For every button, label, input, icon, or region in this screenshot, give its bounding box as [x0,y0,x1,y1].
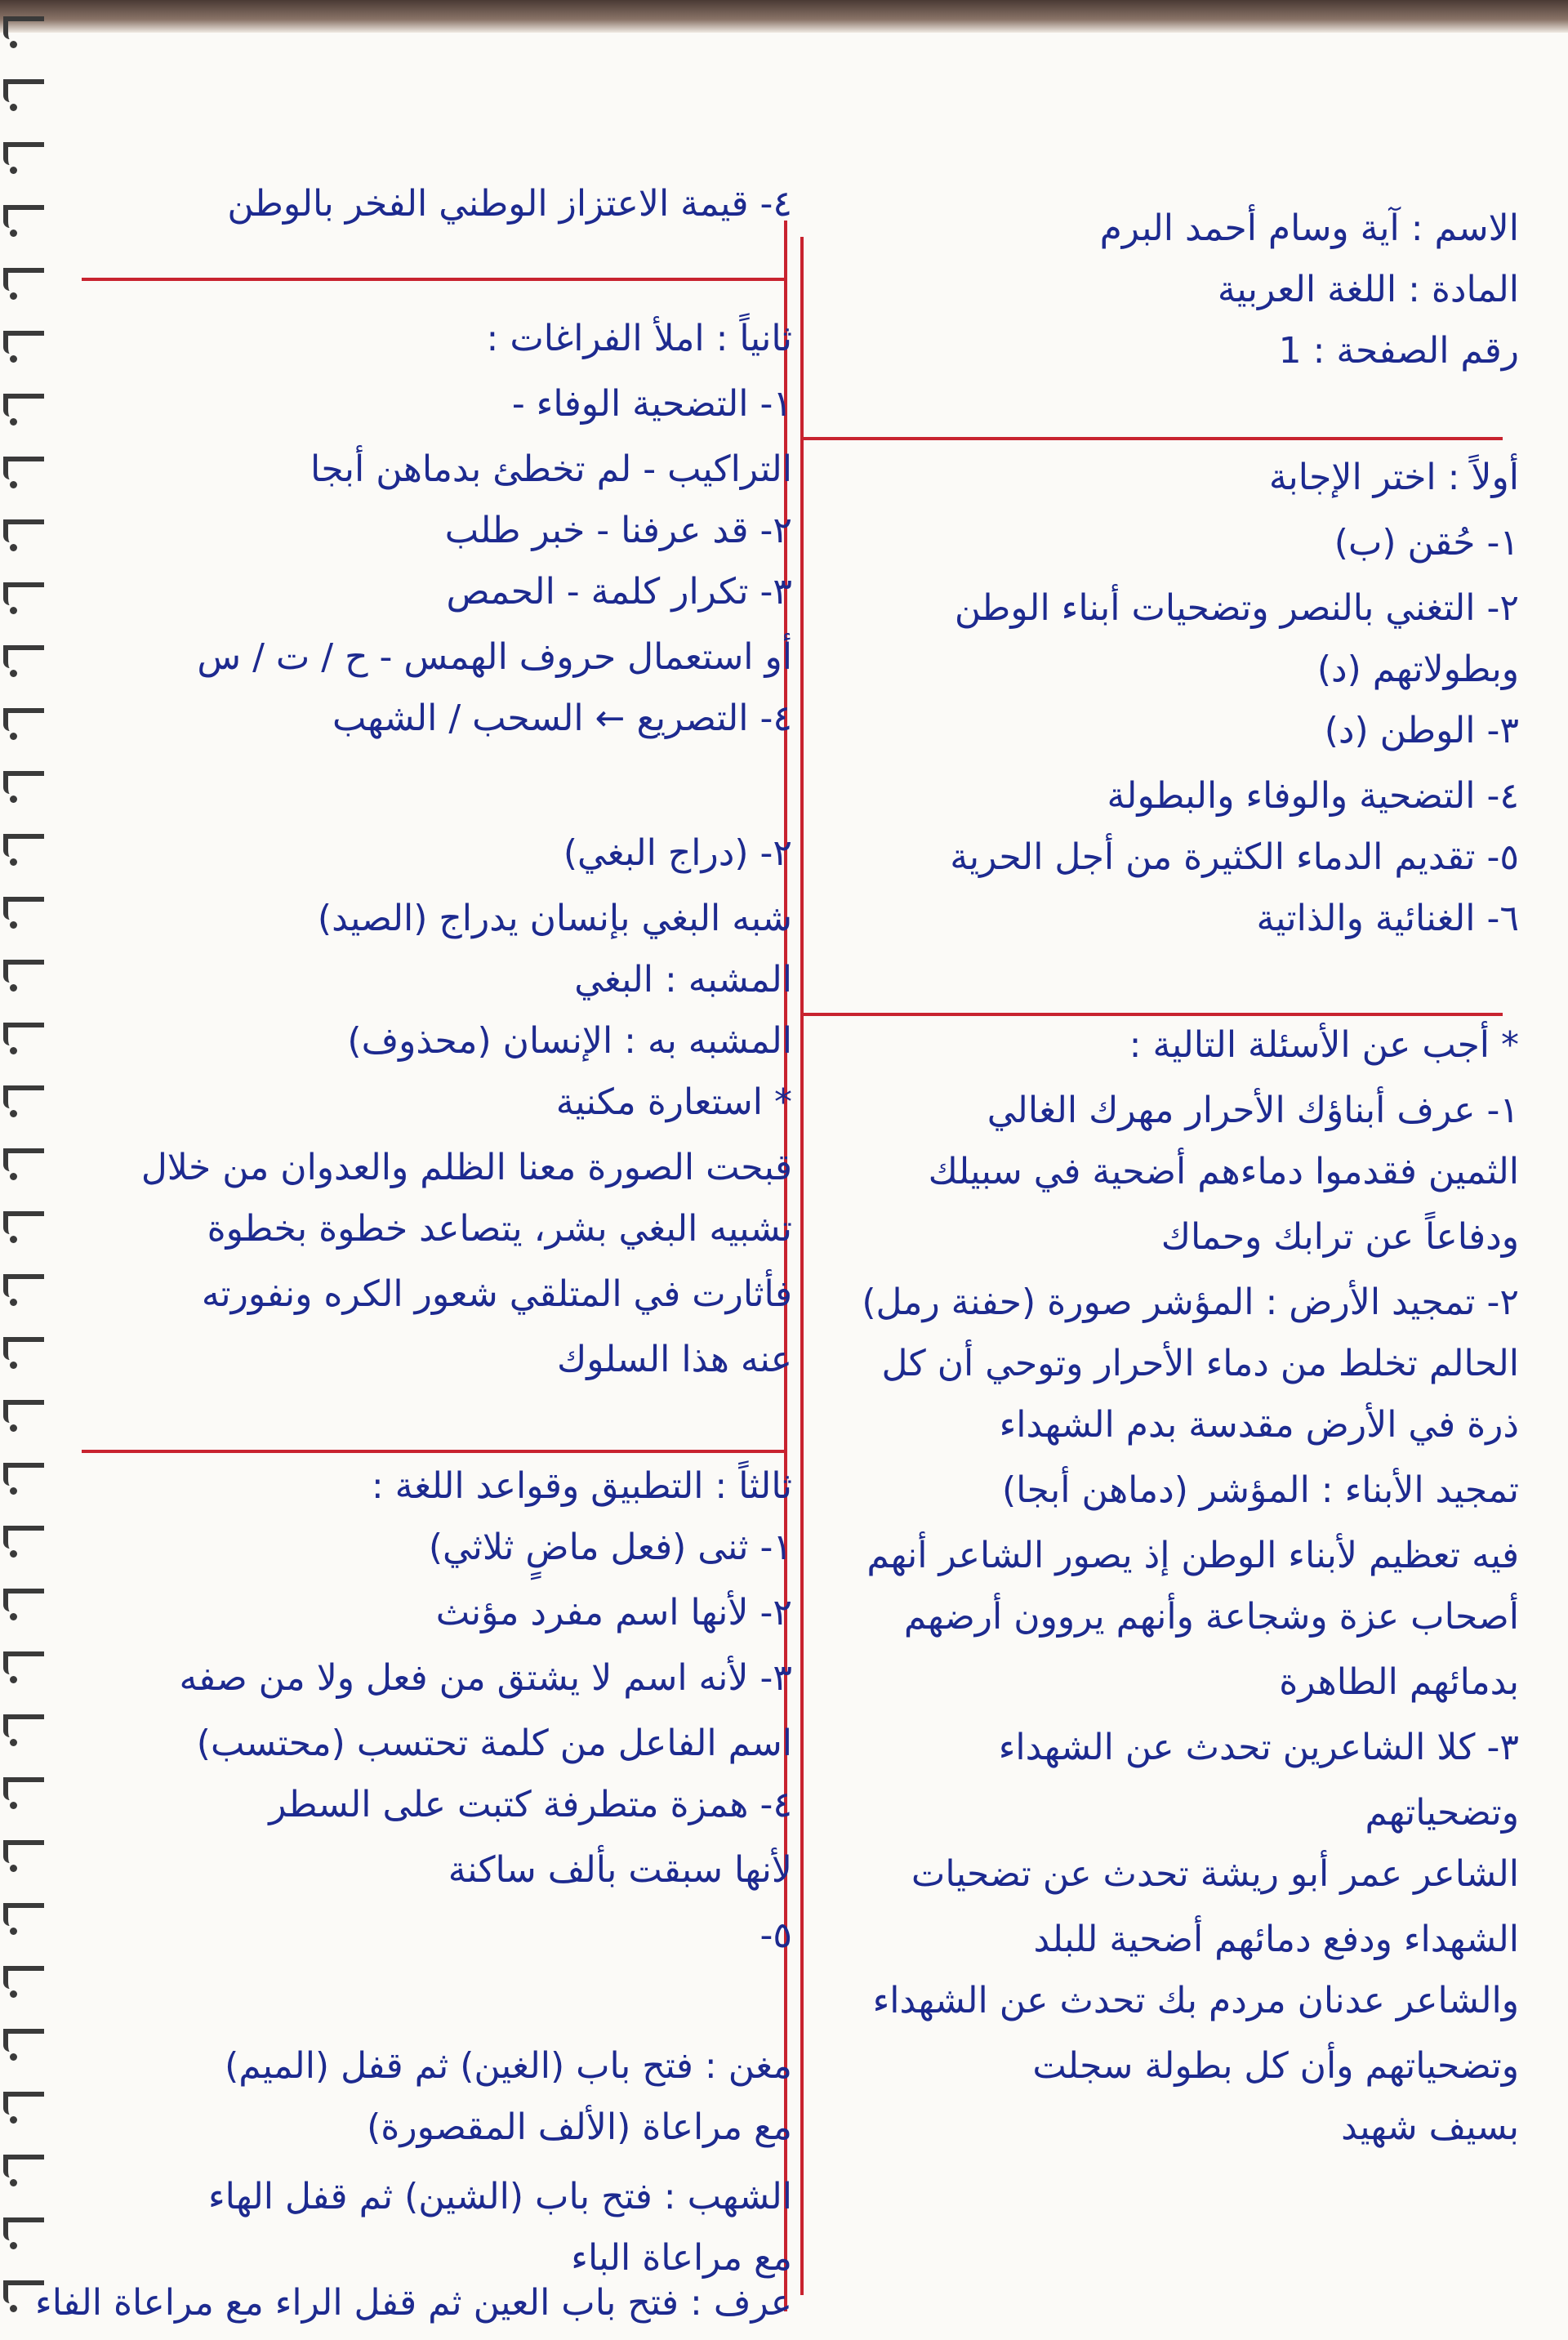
spiral-hole [10,2179,17,2186]
spiral-ring [3,1526,44,1549]
spiral-hole [10,1236,17,1243]
handwritten-line: ٢- التغني بالنصر وتضحيات أبناء الوطن [954,587,1519,629]
spiral-hole [10,1047,17,1054]
handwritten-line: بدمائهم الطاهرة [1279,1661,1519,1703]
handwritten-line: أولاً : اختر الإجابة [1268,457,1519,498]
handwritten-line: فيه تعظيم لأبناء الوطن إذ يصور الشاعر أنهم [866,1535,1519,1576]
handwritten-line: ودفاعاً عن ترابك وحماك [1160,1216,1519,1258]
spiral-ring [3,1274,44,1297]
handwritten-line: ٥- تقديم الدماء الكثيرة من أجل الحرية [950,836,1519,878]
spiral-hole [10,796,17,803]
spiral-hole [10,292,17,300]
left-rule-2 [82,1450,784,1453]
spiral-ring [3,1148,44,1171]
spiral-ring [3,1085,44,1108]
handwritten-line: ١- حُقن (ب) [1334,522,1519,564]
handwritten-line: مع مراعاة (الألف المقصورة) [367,2106,792,2148]
spiral-ring [3,960,44,983]
handwritten-line: شبه البغي بإنسان يدراج (الصيد) [317,898,792,939]
column-divider-2 [800,237,804,2295]
handwritten-line: رقم الصفحة : 1 [1278,330,1519,372]
spiral-ring [3,2155,44,2177]
right-rule-2 [800,1013,1503,1016]
spiral-hole [10,670,17,677]
spiral-ring [3,519,44,542]
spiral-hole [10,1676,17,1683]
handwritten-line: ١- التضحية الوفاء - [511,383,792,425]
handwritten-line: ٤- قيمة الاعتزاز الوطني الفخر بالوطن [227,183,792,225]
handwritten-line: قبحت الصورة معنا الظلم والعدوان من خلال [140,1147,792,1188]
spiral-hole [10,2053,17,2061]
spiral-ring [3,1589,44,1611]
spiral-hole [10,1990,17,1998]
handwritten-line: لأنها سبقت بألف ساكنة [448,1849,792,1891]
handwritten-line: الشهب : فتح باب (الشين) ثم قفل الهاء [207,2176,792,2217]
spiral-ring [3,1903,44,1926]
handwritten-line: وتضحياتهم [1365,1792,1519,1834]
handwritten-line: ٤- التصريع ← السحب / الشهب [332,698,792,739]
handwritten-line: أصحاب عزة وشجاعة وأنهم يروون أرضهم [903,1596,1519,1638]
handwritten-line: ٢- قد عرفنا - خبر طلب [444,510,792,551]
spiral-hole [10,1802,17,1809]
spiral-hole [10,1110,17,1117]
spiral-hole [10,1487,17,1495]
spiral-ring [3,582,44,605]
spiral-hole [10,1424,17,1432]
notebook-spiral [0,0,57,2340]
spiral-ring [3,1463,44,1486]
spiral-hole [10,167,17,174]
handwritten-line: ١- ثنى (فعل ماضٍ ثلاثي) [428,1527,792,1568]
handwritten-line: المشبه : البغي [574,959,792,1001]
handwritten-line: تمجيد الأبناء : المؤشر (دماهن أبجا) [1002,1469,1519,1511]
spiral-hole [10,1299,17,1306]
spiral-hole [10,858,17,866]
spiral-ring [3,79,44,102]
spiral-hole [10,921,17,929]
spiral-hole [10,41,17,48]
spiral-hole [10,1613,17,1620]
handwritten-line: ٢- (دراج البغي) [563,832,792,874]
spiral-ring [3,897,44,920]
handwritten-line: عرف : فتح باب العين ثم قفل الراء مع مراعاة الفاء [35,2282,792,2324]
photo-top-edge [0,0,1568,33]
spiral-ring [3,268,44,291]
spiral-ring [3,834,44,857]
handwritten-line: المادة : اللغة العربية [1217,269,1519,310]
right-rule-1 [800,437,1503,440]
handwritten-line: الشاعر عمر أبو ريشة تحدث عن تضحيات [911,1853,1519,1895]
handwritten-line: فأثارت في المتلقي شعور الكره ونفورته [201,1273,792,1315]
spiral-ring [3,457,44,479]
spiral-ring [3,1777,44,1800]
spiral-ring [3,142,44,165]
handwritten-line: ٣- تكرار كلمة - الحمص [446,571,792,613]
handwritten-line: ذرة في الأرض مقدسة بدم الشهداء [999,1404,1519,1446]
handwritten-line: التراكيب - لم تخطئ بدماهن أبجا [310,448,792,490]
spiral-ring [3,1023,44,1045]
handwritten-line: ٤- التضحية والوفاء والبطولة [1107,775,1519,817]
spiral-hole [10,1739,17,1746]
handwritten-line: ٢- لأنها اسم مفرد مؤنث [435,1592,792,1634]
spiral-ring [3,2029,44,2052]
spiral-hole [10,1928,17,1935]
spiral-ring [3,16,44,39]
spiral-ring [3,1211,44,1234]
spiral-ring [3,1337,44,1360]
spiral-ring [3,2217,44,2240]
handwritten-line: وبطولاتهم (د) [1316,649,1519,690]
handwritten-line: وتضحياتهم وأن كل بطولة سجلت [1032,2045,1519,2087]
spiral-hole [10,984,17,992]
handwritten-line: ٣- كلا الشاعرين تحدث عن الشهداء [998,1727,1519,1768]
spiral-hole [10,733,17,740]
handwritten-line: * أجب عن الأسئلة التالية : [1129,1024,1519,1066]
handwritten-line: ٥- [760,1914,792,1956]
spiral-ring [3,1966,44,1989]
spiral-ring [3,708,44,731]
spiral-hole [10,2242,17,2249]
spiral-hole [10,481,17,488]
spiral-ring [3,771,44,794]
handwritten-line: ٣- الوطن (د) [1324,710,1519,751]
spiral-hole [10,1362,17,1369]
handwritten-line: تشبيه البغي بشر، يتصاعد خطوة بخطوة [207,1208,792,1250]
spiral-hole [10,544,17,551]
handwritten-line: بسيف شهيد [1341,2106,1519,2148]
spiral-ring [3,645,44,668]
spiral-ring [3,331,44,354]
spiral-hole [10,418,17,426]
spiral-hole [10,230,17,237]
handwritten-line: الشهداء ودفع دمائهم أضحية للبلد [1033,1919,1519,1960]
spiral-hole [10,1865,17,1872]
spiral-ring [3,1400,44,1423]
spiral-ring [3,394,44,417]
handwritten-line: الحالم تخلط من دماء الأحرار وتوحي أن كل [881,1343,1519,1384]
left-rule-1 [82,278,784,281]
spiral-ring [3,1714,44,1737]
spiral-hole [10,1550,17,1558]
handwritten-line: عنه هذا السلوك [556,1339,792,1380]
spiral-hole [10,355,17,363]
spiral-hole [10,2305,17,2312]
handwritten-line: ثالثاً : التطبيق وقواعد اللغة : [371,1465,792,1507]
handwritten-line: الثمين فقدموا دماءهم أضحية في سبيلك [928,1151,1519,1192]
handwritten-line: ١- عرف أبناؤك الأحرار مهرك الغالي [987,1090,1519,1131]
spiral-hole [10,607,17,614]
handwritten-line: ثانياً : املأ الفراغات : [486,318,792,359]
handwritten-line: * استعارة مكنية [555,1081,792,1123]
handwritten-line: ٣- لأنه اسم لا يشتق من فعل ولا من صفه [179,1657,792,1699]
spiral-ring [3,1840,44,1863]
handwritten-line: أو استعمال حروف الهمس - ح / ت / س [197,636,792,678]
handwritten-line: ٢- تمجيد الأرض : المؤشر صورة (حفنة رمل) [862,1281,1519,1323]
handwritten-line: ٦- الغنائية والذاتية [1256,898,1519,939]
handwritten-line: مع مراعاة الباء [571,2237,792,2279]
spiral-hole [10,1173,17,1180]
handwritten-line: الاسم : آية وسام أحمد البرم [1099,207,1519,249]
handwritten-line: ٤- همزة متطرفة كتبت على السطر [269,1784,792,1825]
spiral-hole [10,2116,17,2124]
spiral-hole [10,104,17,111]
spiral-ring [3,205,44,228]
spiral-ring [3,1651,44,1674]
handwritten-line: والشاعر عدنان مردم بك تحدث عن الشهداء [872,1980,1519,2021]
handwritten-line: مغن : فتح باب (الغين) ثم قفل (الميم) [225,2045,792,2087]
handwritten-line: المشبه به : الإنسان (محذوف) [347,1020,792,1062]
handwritten-line: اسم الفاعل من كلمة تحتسب (محتسب) [196,1723,792,1764]
spiral-ring [3,2092,44,2115]
